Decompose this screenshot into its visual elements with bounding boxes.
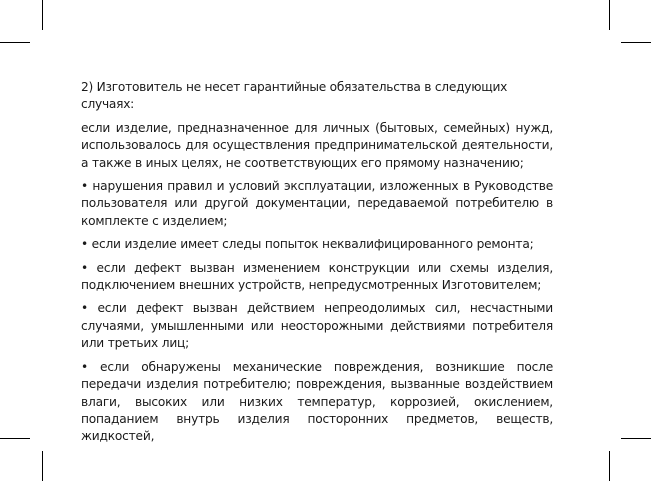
crop-mark-bottom-right-vertical — [609, 451, 610, 481]
paragraph-business-use: если изделие, предназначенное для личных (бытовых, семейных) нужд, использовалось для осуществления предпринимательской деятельности, а также в иных целях, не соответствующих его прямому назначению; — [81, 120, 553, 170]
paragraph-mechanical-damage: • если обнаружены механические повреждения, возникшие после передачи изделия потребителю; повреждения, вызванные воздействием влаги, высоких или низких температур, коррозией, окислением, попаданием внутрь изделия посторонних предметов, веществ, жидкостей, — [81, 359, 553, 444]
section-heading: 2) Изготовитель не несет гарантийные обязательства в следующих случаях: — [81, 80, 508, 112]
warranty-text-block — [81, 79, 553, 452]
paragraph-force-majeure: • если дефект вызван действием непреодолимых сил, несчастными случаями, умышленными или неосторожными действиями потребителя или третьих лиц; — [81, 301, 553, 351]
crop-mark-top-right-vertical — [609, 0, 610, 30]
paragraph-operating-rules: • нарушения правил и условий эксплуатации, изложенных в Руководстве пользователя или другой документации, передаваемой потребителю в комплекте с изделием; — [81, 179, 553, 228]
crop-mark-bottom-right-horizontal — [621, 438, 651, 439]
crop-mark-bottom-left-vertical — [42, 451, 43, 481]
crop-mark-top-left-vertical — [42, 0, 43, 30]
crop-mark-top-right-horizontal — [621, 42, 651, 43]
crop-mark-bottom-left-horizontal — [0, 438, 30, 439]
paragraph-design-modification: • если дефект вызван изменением конструкции или схемы изделия, подключением внешних устройств, непредусмотренных Изготовителем; — [81, 260, 553, 293]
crop-mark-top-left-horizontal — [0, 42, 30, 43]
paragraph-unqualified-repair: • если изделие имеет следы попыток неквалифицированного ремонта; — [81, 237, 534, 252]
